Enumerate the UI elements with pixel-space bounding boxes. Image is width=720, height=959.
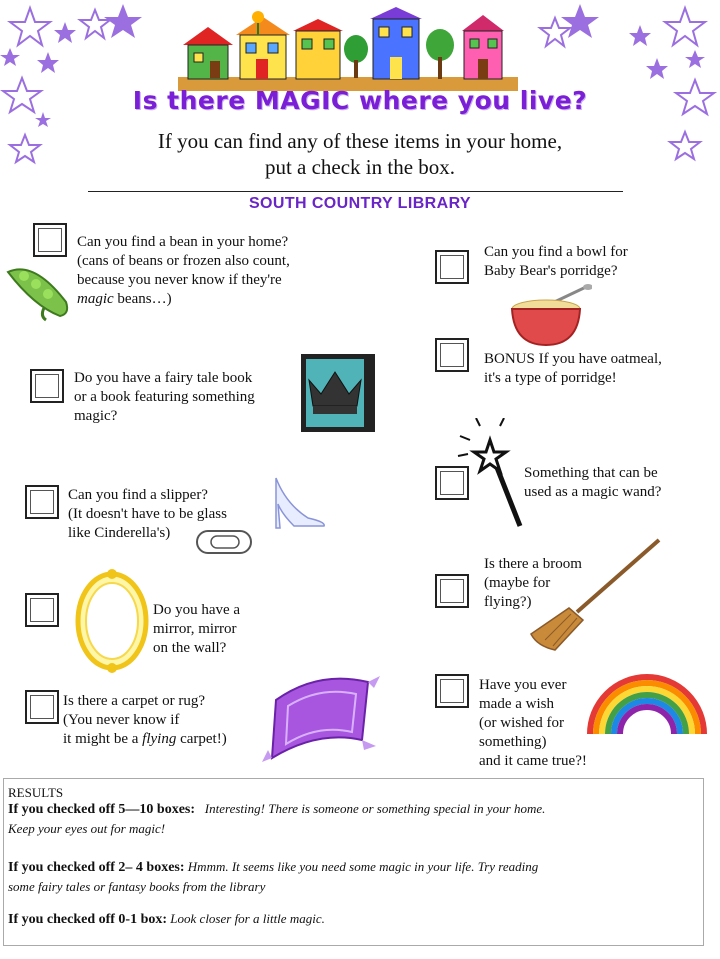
item-broom-line-2: (maybe for <box>484 575 551 591</box>
item-bowl-text <box>484 243 628 281</box>
instructions <box>60 128 660 180</box>
item-carpet-line-2: (You never know if <box>63 712 180 728</box>
item-mirror-line-3: on the wall? <box>153 640 227 656</box>
item-book-text <box>74 369 255 426</box>
item-carpet-line-1: Is there a carpet or rug? <box>63 693 206 709</box>
item-mirror-line-1: Do you have a <box>153 602 241 618</box>
item-bowl-line-1: Can you find a bowl for <box>484 244 628 260</box>
item-bonus-text <box>484 350 662 388</box>
item-wish-line-3: (or wished for <box>479 715 564 731</box>
checkbox-bowl[interactable] <box>435 250 469 284</box>
item-slipper-line-1: Can you find a slipper? <box>68 487 208 503</box>
library-name: SOUTH COUNTRY LIBRARY <box>248 195 472 212</box>
instructions-line-1: If you can find any of these items in your home, <box>157 129 563 153</box>
item-wish-line-2: made a wish <box>479 696 554 712</box>
result-0-1 <box>8 909 698 929</box>
houses-illustration <box>178 5 518 93</box>
italic-flying: flying <box>142 731 177 747</box>
result-5-10 <box>8 799 698 838</box>
italic-magic: magic <box>77 291 114 307</box>
magic-wand-illustration <box>456 418 526 530</box>
item-slipper-line-3: like Cinderella's) <box>68 525 171 541</box>
result-5-10-text-a: Interesting! There is someone or something special in your home. <box>204 801 546 816</box>
mirror-illustration <box>72 568 152 674</box>
item-carpet-line-3-pre: it might be a <box>63 731 143 747</box>
glass-slipper-illustration <box>268 474 328 530</box>
item-bean-text <box>77 233 290 309</box>
item-bean-line-3: because you never know if they're <box>77 272 282 288</box>
result-2-4-text-a: Hmmm. It seems like you need some magic in your life. Try reading <box>187 859 539 874</box>
item-bowl-line-2: Baby Bear's porridge? <box>484 263 618 279</box>
item-wand-line-1: Something that can be <box>524 465 658 481</box>
item-wish-line-1: Have you ever <box>479 677 567 693</box>
item-book-line-1: Do you have a fairy tale book <box>74 370 253 386</box>
item-bean-line-4 <box>77 290 290 309</box>
item-broom-line-1: Is there a broom <box>484 556 582 572</box>
result-2-4-text-b: some fairy tales or fantasy books from the library <box>8 879 266 894</box>
results-heading: RESULTS <box>8 785 64 800</box>
item-mirror-line-2: mirror, mirror <box>153 621 237 637</box>
item-bonus-line-1: BONUS If you have oatmeal, <box>484 351 662 367</box>
checkbox-carpet[interactable] <box>25 690 59 724</box>
result-5-10-text-b: Keep your eyes out for magic! <box>8 821 166 836</box>
checkbox-book[interactable] <box>30 369 64 403</box>
result-0-1-text: Look closer for a little magic. <box>170 911 325 926</box>
item-bean-line-1: Can you find a bean in your home? <box>77 234 289 250</box>
item-wish-line-4: something) <box>479 734 547 750</box>
broom-illustration <box>525 536 665 652</box>
result-2-4 <box>8 857 698 896</box>
magic-carpet-illustration <box>258 670 388 766</box>
rainbow-illustration <box>584 672 710 736</box>
item-wand-text <box>524 464 661 502</box>
item-carpet-line-3-post: carpet!) <box>176 731 227 747</box>
instructions-line-2: put a check in the box. <box>264 155 456 179</box>
item-carpet-text <box>63 692 227 749</box>
result-0-1-label: If you checked off 0-1 box: <box>8 912 168 927</box>
checkbox-wish[interactable] <box>435 674 469 708</box>
item-book-line-3: magic? <box>74 408 118 424</box>
slipper-illustration <box>195 527 255 557</box>
checkbox-slipper[interactable] <box>25 485 59 519</box>
pea-pod-illustration <box>4 258 74 322</box>
item-mirror-text <box>153 601 240 658</box>
result-5-10-label: If you checked off 5—10 boxes: <box>8 802 196 817</box>
page-title: Is there MAGIC where you live? <box>132 86 588 115</box>
book-illustration <box>299 352 379 434</box>
item-bean-line-2: (cans of beans or frozen also count, <box>77 253 290 269</box>
item-slipper-line-2: (It doesn't have to be glass <box>68 506 227 522</box>
checkbox-bonus[interactable] <box>435 338 469 372</box>
item-bean-line-4-rest: beans…) <box>113 291 172 307</box>
checkbox-mirror[interactable] <box>25 593 59 627</box>
item-bonus-line-2: it's a type of porridge! <box>484 370 617 386</box>
item-carpet-line-3 <box>63 730 227 749</box>
checkbox-broom[interactable] <box>435 574 469 608</box>
item-broom-line-3: flying?) <box>484 594 532 610</box>
porridge-bowl-illustration <box>508 283 592 349</box>
item-wand-line-2: used as a magic wand? <box>524 484 662 500</box>
item-book-line-2: or a book featuring something <box>74 389 255 405</box>
item-wish-text <box>479 676 587 771</box>
result-2-4-label: If you checked off 2– 4 boxes: <box>8 860 185 875</box>
divider <box>88 191 623 192</box>
item-wish-line-5: and it came true?! <box>479 753 587 769</box>
checkbox-bean[interactable] <box>33 223 67 257</box>
